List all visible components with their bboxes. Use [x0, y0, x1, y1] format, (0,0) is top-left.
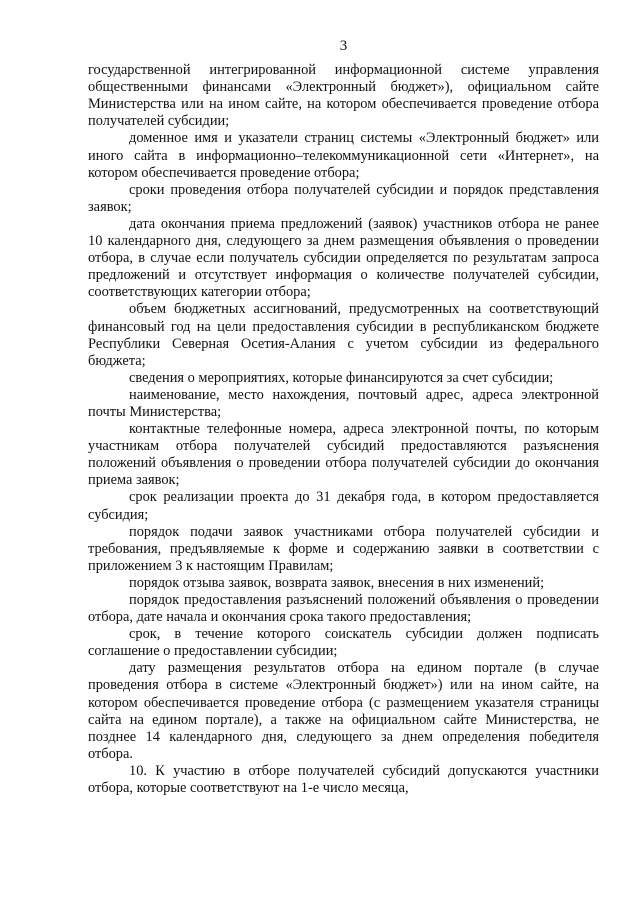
paragraph-withdrawal: порядок отзыва заявок, возврата заявок, внесения в них изменений; — [129, 574, 545, 591]
paragraph-project-term: срок реализации проекта до 31 декабря года, в котором предоставляется субсидия; — [88, 489, 599, 523]
paragraph-phone-numbers: контактные телефонные номера, адреса электронной почты, по которым участникам отбора получателей субсидий предоставляются разъяснения положений объявления о проведении отбора получателей субсидии до окончания приема заявок; — [88, 421, 599, 489]
paragraph-agreement-term: срок, в течение которого соискатель субсидии должен подписать соглашение о предоставлении субсидии; — [88, 626, 599, 660]
paragraph-selection-dates: сроки проведения отбора получателей субсидии и порядок представления заявок; — [88, 181, 599, 215]
paragraph-item-10: 10. К участию в отборе получателей субсидий допускаются участники отбора, которые соответствуют на 1-е число месяца, — [88, 762, 599, 797]
paragraph-budget-volume: объем бюджетных ассигнований, предусмотренных на соответствующий финансовый год на цели предоставления субсидии в республиканском бюджете Республики Северная Осетия-Алания с учетом субсидии из федерального бюджета; — [88, 301, 599, 369]
document-page — [88, 38, 599, 797]
paragraph-ministry-contacts: наименование, место нахождения, почтовый адрес, адреса электронной почты Министерства; — [88, 386, 599, 420]
paragraph-submission-procedure: порядок подачи заявок участниками отбора получателей субсидии и требования, предъявляемые к форме и содержанию заявки в соответствии с приложением 3 к настоящим Правилам; — [88, 523, 599, 574]
paragraph-domain-name: доменное имя и указатели страниц системы «Электронный бюджет» или иного сайта в информационно–телекоммуникационной сети «Интернет», на котором обеспечивается проведение отбора; — [88, 130, 599, 181]
paragraph-clarifications: порядок предоставления разъяснений положений объявления о проведении отбора, дате начала и окончания срока такого предоставления; — [88, 592, 599, 626]
paragraph-results-publication: дату размещения результатов отбора на едином портале (в случае проведения отбора в системе «Электронный бюджет») или на ином сайте, на котором обеспечивается проведение отбора (с размещением указателя страницы сайта на едином портале), а также на официальном сайте Министерства, не позднее 14 календарного дня, следующего за днем определения победителя отбора. — [88, 660, 599, 762]
paragraph-continuation: государственной интегрированной информационной системе управления общественными финансами «Электронный бюджет»), официальном сайте Министерства или на ином сайте, на котором обеспечивается проведение отбора получателей субсидии; — [88, 62, 599, 130]
paragraph-deadline: дата окончания приема предложений (заявок) участников отбора не ранее 10 календарного дня, следующего за днем размещения объявления о проведении отбора, в случае если получатель субсидии определяется по результатам запроса предложений и отсутствует информация о количестве получателей субсидии, соответствующих категории отбора; — [88, 215, 599, 301]
paragraph-activities: сведения о мероприятиях, которые финансируются за счет субсидии; — [129, 369, 554, 386]
page-number: 3 — [339, 38, 348, 54]
